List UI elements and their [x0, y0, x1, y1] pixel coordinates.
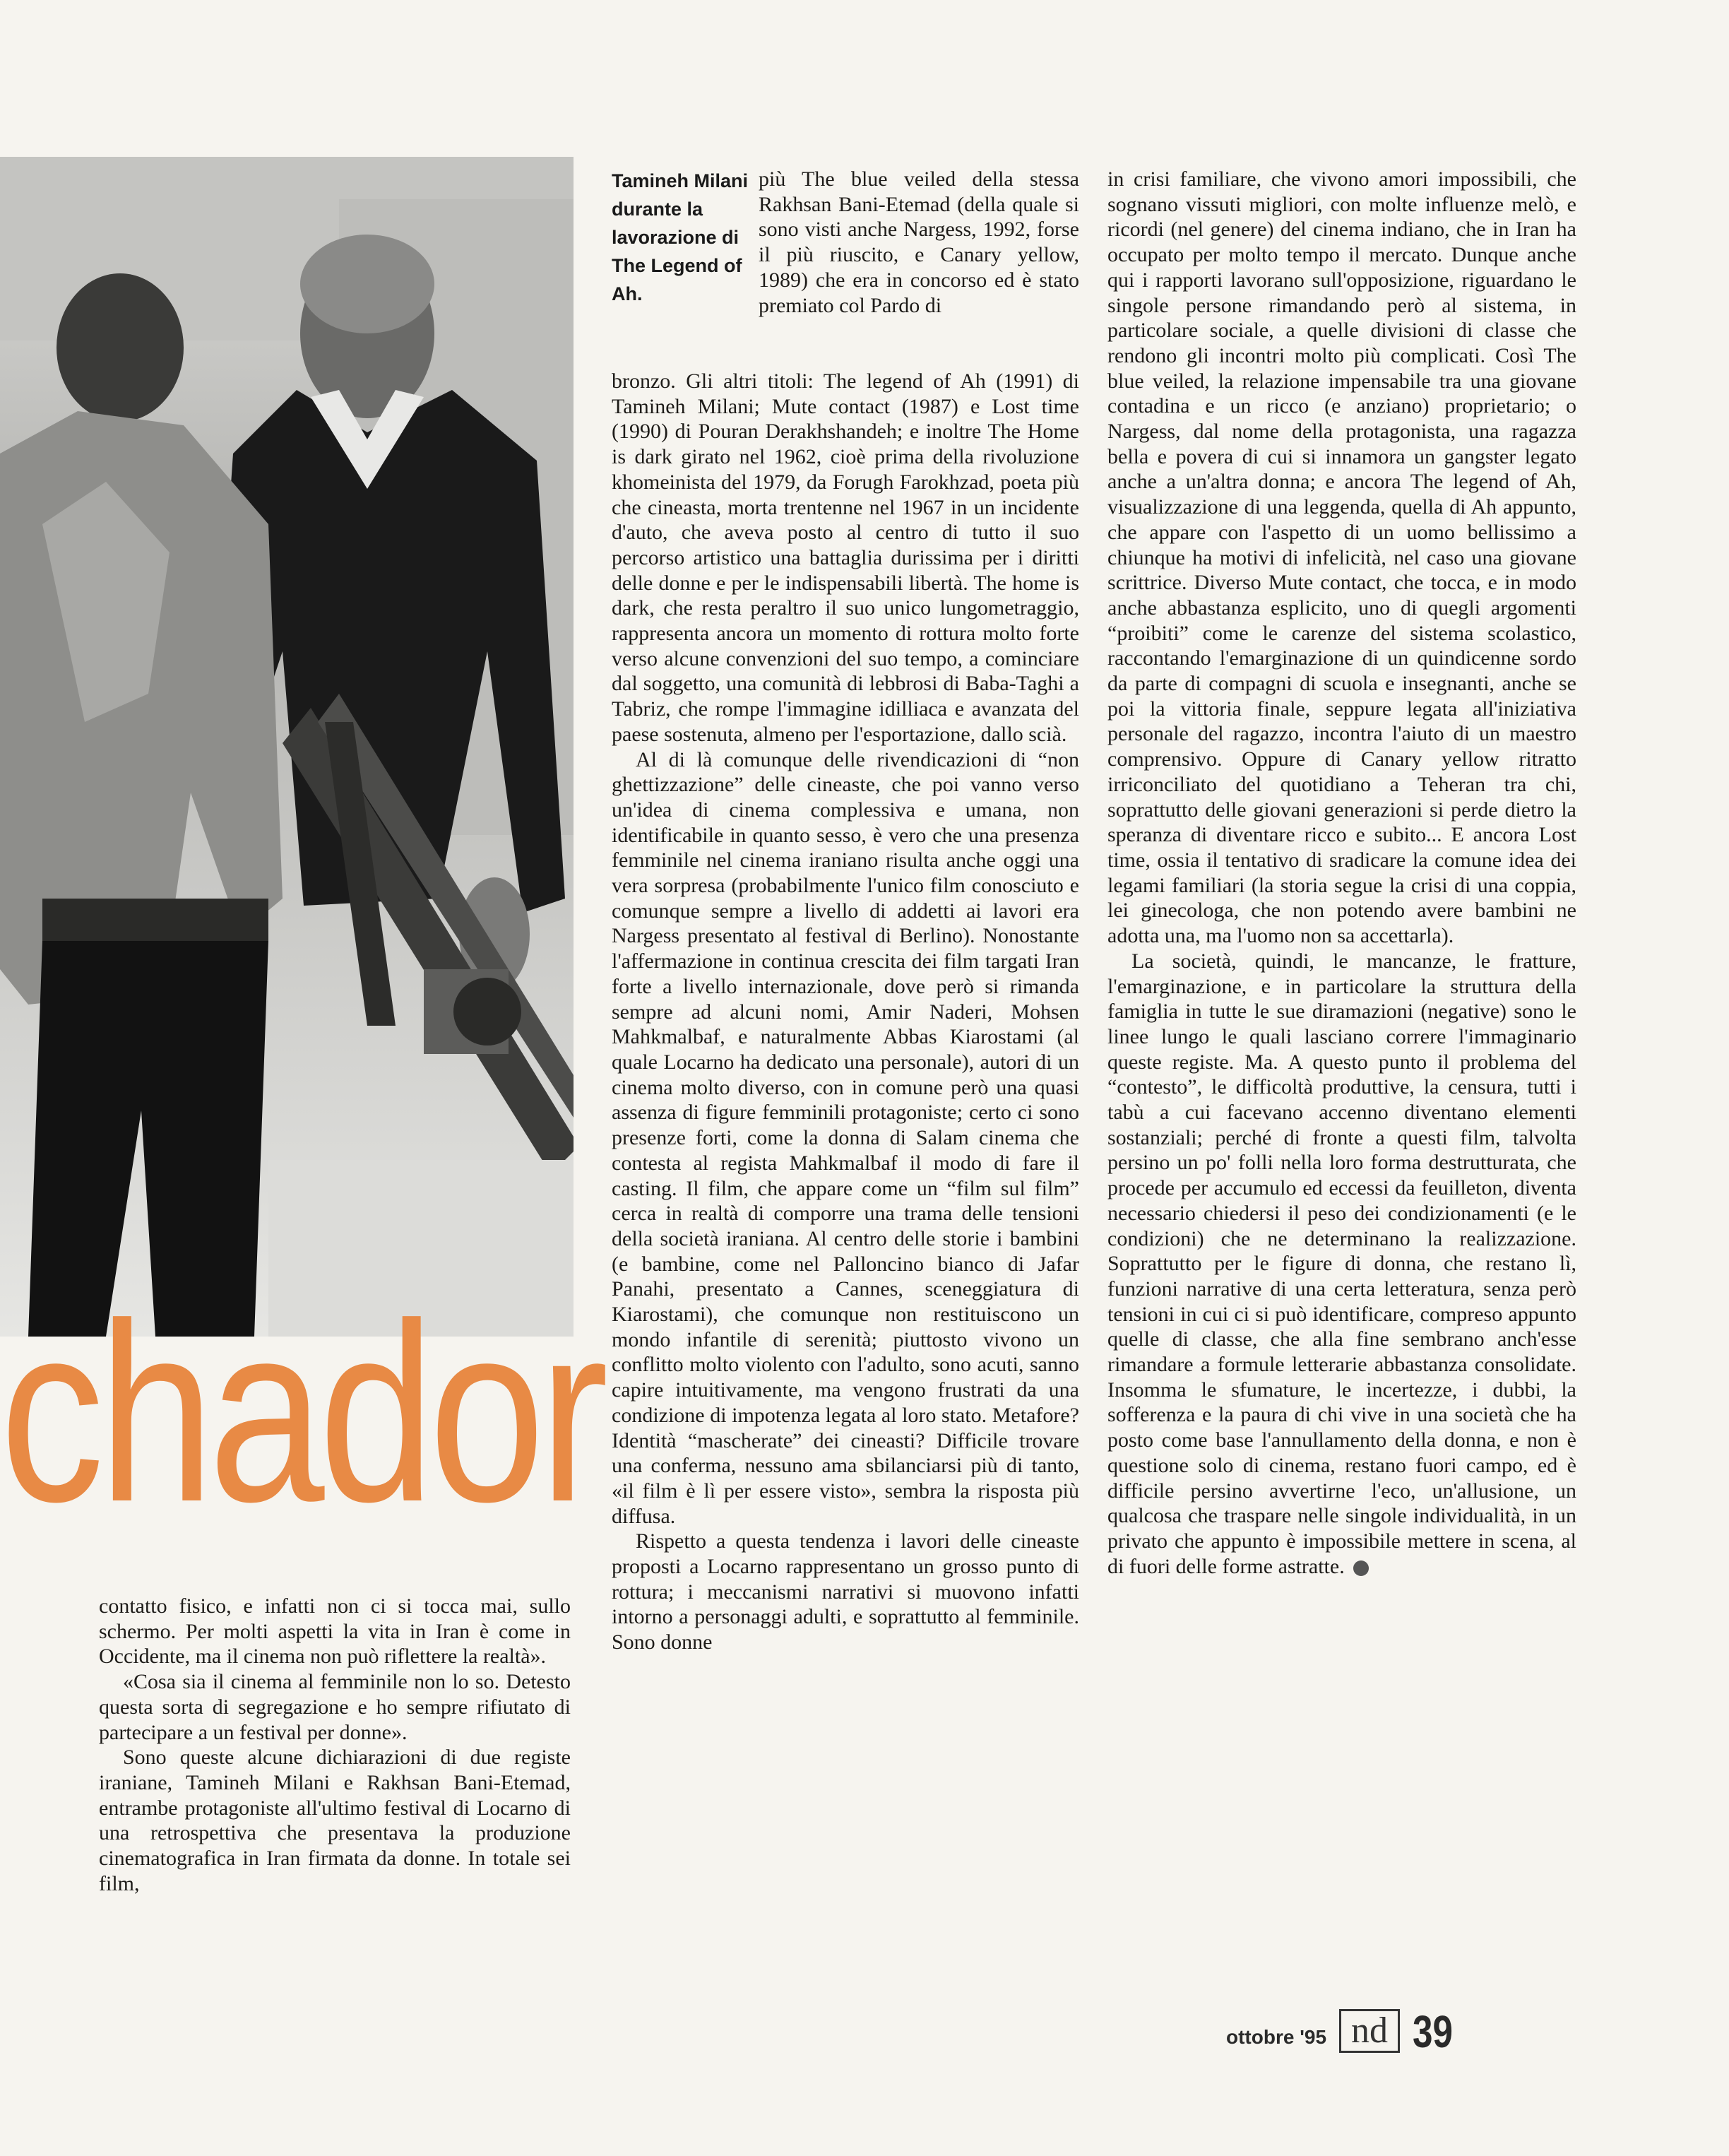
paragraph — [1107, 949, 1576, 1580]
paragraph: Al di là comunque delle rivendicazioni di “non ghettizzazione” delle cineaste, che poi vanno verso un'idea di cinema complessiva e umana, non identificabile in quanto sesso, è vero che una presenza femminile nel cinema iraniano risulta anche oggi una vera sorpresa (probabilmente l'unico film conosciuto e comunque sempre a livello di addetti ai lavori era Nargess presentato al festival di Berlino). Nonostante l'affermazione in continua crescita dei film targati Iran forte a livello internazionale, dove però si rimanda sempre ad alcuni nomi, Amir Naderi, Mohsen Mahkmalbaf, e naturalmente Abbas Kiarostami (al quale Locarno ha dedicato una personale), autori di un cinema molto diverso, con in comune però una quasi assenza di figure femminili protagoniste; certo ci sono presenze forti, come la donna di Salam cinema che contesta al regista Mahkmalbaf il modo di fare il casting. Il film, che appare come un “film sul film” cerca in realtà di comporre una trama delle tensioni della società iraniana. Al centro delle storie i bambini (e bambine, come nel Palloncino bianco di Jafar Panahi, presentato a Cannes, sceneggiatura di Kiarostami), che comunque non restituiscono un mondo infantile di serenità; piuttosto vivono un conflitto molto violento con l'adulto, sono acuti, sanno capire intuitivamente, ma vengono frustrati da una condizione di impotenza legata al loro stato. Metafore? Identità “mascherate” dei cineasti? Difficile trovare una conferma, nessuno ama sbilanciarsi più di tanto, «il film è lì per essere visto», sembra la risposta più diffusa. — [612, 747, 1079, 1528]
issue-date: ottobre '95 — [1226, 2026, 1327, 2048]
paragraph-text: La società, quindi, le mancanze, le fratture, l'emarginazione, e in particolare la struttura della famiglia in tutte le sue diramazioni (negative) sono le linee lungo le quali lasciano correre l'immaginario queste registe. Ma. A questo punto il problema del “contesto”, le difficoltà produttive, la censura, tutti i tabù a cui facevano accenno diventano elementi sostanziali; perché di fronte a questi film, talvolta persino un po' folli nella loro forma destrutturata, che procede per accumulo ed eccessi da feuilleton, diventa necessario chiedersi il peso dei condizionamenti (e le condizioni) che ne determinano la realizzazione. Soprattutto per le figure di donna, che restano lì, funzioni narrative di una certa letteratura, senza però tensioni in cui ci si può identificare, compreso appunto quelle di classe, che alla fine sembrano anch'esse rimandare a formule letterarie abbastanza consolidate. Insomma le sfumature, le incertezze, i dubbi, la sofferenza e la paura di chi vive in una società che ha posto come base l'annullamento della donna, e non è questione solo di cinema, restano fuori campo, ed è difficile persino avvertirne l'eco, un'allusione, un qualcosa che traspare nelle singole individualità, in un privato che appunto è impossibile mettere in scena, al di fuori delle forme astratte. — [1107, 949, 1576, 1578]
page-number: 39 — [1413, 2006, 1453, 2057]
paragraph: in crisi familiare, che vivono amori impossibili, che sognano vissuti migliori, con molte influenze melò, e ricordi (nel genere) del cinema indiano, che in Iran ha occupato per molto tempo il mercato. Dunque anche qui i rapporti lavorano sull'opposizione, riguardano le singole persone rimandando però al sistema, in particolare sociale, a quelle divisioni di classe che rendono gli incontri molto più complicati. Così The blue veiled, la relazione impensabile tra una giovane contadina e un ricco (e anziano) proprietario; o Nargess, dal nome della protagonista, una ragazza bella e povera di cui si innamora un gangster legato anche a un'altra donna; e ancora The legend of Ah, visualizzazione di una leggenda, quella di Ah appunto, che appare con l'aspetto di un uomo bellissimo a chiunque ha motivi di infelicità, nel caso una giovane scrittrice. Diverso Mute contact, che tocca, e in modo anche abbastanza esplicito, uno di quegli argomenti “proibiti” come le carenze del sistema scolastico, raccontando l'emarginazione di un quindicenne sordo da parte di compagni di scuola e insegnanti, anche se poi la vittoria finale, seppure legata all'iniziativa personale del ragazzo, incontra l'aiuto di un maestro comprensivo. Oppure di Canary yellow ritratto irriconciliato del quotidiano a Teheran tra chi, soprattutto delle giovani generazioni si perde dietro la speranza di diventare ricco e subito... E ancora Lost time, ossia il tentativo di sradicare la comune idea dei legami familiari (la storia segue la crisi di una coppia, lei ginecologa, che non potendo avere bambini ne adotta una, ma l'uomo non sa accettarla). — [1107, 167, 1576, 948]
magazine-logo: nd — [1339, 2009, 1400, 2053]
photo-caption: Tamineh Milani durante la lavorazione di The Legend of Ah. — [612, 170, 749, 304]
paragraph: «Cosa sia il cinema al femminile non lo so. Detesto questa sorta di segregazione e ho sempre rifiutato di partecipare a un festival per donne». — [99, 1670, 571, 1744]
photo-image — [0, 157, 574, 1337]
end-mark-icon — [1353, 1560, 1369, 1576]
paragraph: Rispetto a questa tendenza i lavori delle cineaste proposti a Locarno rappresentano un grosso punto di rottura; i meccanismi narrativi si muovono infatti intorno a personaggi adulti, e soprattutto al femminile. Sono donne — [612, 1529, 1079, 1654]
paragraph: Sono queste alcune dichiarazioni di due registe iraniane, Tamineh Milani e Rakhsan Bani-Etemad, entrambe protagoniste all'ultimo festival di Locarno di una retrospettiva che presentava la produzione cinematografica in Iran firmata da donne. In totale sei film, — [99, 1746, 571, 1895]
paragraph: più The blue veiled della stessa Rakhsan Bani-Etemad (della quale si sono visti anche Nargess, 1992, forse il più riuscito, e Canary yellow, 1989) che era in concorso ed è stato premiato col Pardo di — [759, 167, 1079, 317]
page-footer — [1226, 2005, 1463, 2057]
article-column-1 — [99, 1594, 571, 1896]
article-column-2-top — [759, 167, 1079, 318]
article-column-3 — [1107, 167, 1576, 1579]
headline: chador — [0, 1271, 603, 1555]
paragraph: contatto fisico, e infatti non ci si tocca mai, sullo schermo. Per molti aspetti la vita in Iran è come in Occidente, ma il cinema non può riflettere la realtà». — [99, 1594, 571, 1669]
paragraph: bronzo. Gli altri titoli: The legend of Ah (1991) di Tamineh Milani; Mute contact (1987) e Lost time (1990) di Pouran Derakhshandeh; e inoltre The Home is dark girato nel 1962, cioè prima della rivoluzione khomeinista del 1979, da Forugh Farokhzad, poeta più che cineasta, morta trentenne nel 1967 in un incidente d'auto, che aveva posto al centro di tutto il suo percorso artistico una battaglia durissima per i diritti delle donne e per le indispensabili libertà. The home is dark, che resta peraltro il suo unico lungometraggio, rappresenta ancora un momento di rottura molto forte verso alcune convenzioni del suo tempo, a cominciare dal soggetto, una comunità di lebbrosi di Baba-Taghi a Tabriz, che rompe l'immagine idilliaca e avanzata del paese sostenuta, almeno per l'esportazione, dallo scià. — [612, 369, 1079, 746]
article-column-2 — [612, 369, 1079, 1655]
article-photo — [0, 157, 574, 1337]
